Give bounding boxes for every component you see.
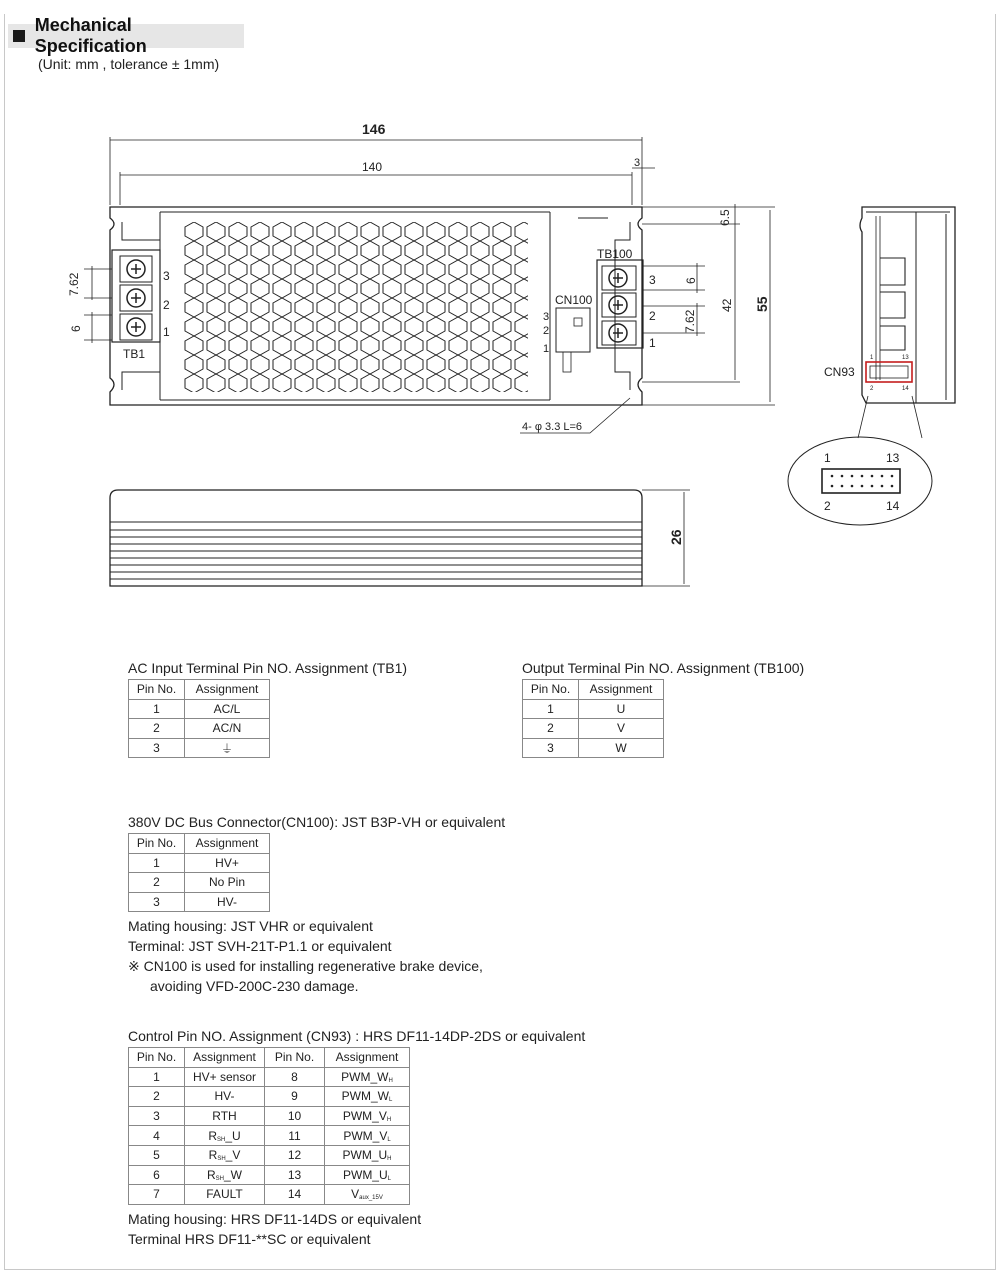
table-cell: PWM_UH bbox=[325, 1145, 410, 1165]
dim-26: 26 bbox=[668, 529, 684, 545]
table-cell: RSH_V bbox=[185, 1145, 265, 1165]
cn93-small-pin-2: 2 bbox=[870, 386, 874, 392]
table-row bbox=[129, 1126, 410, 1146]
cn100-title: 380V DC Bus Connector(CN100): JST B3P-VH or equivalent bbox=[128, 814, 506, 830]
dim-6-left: 6 bbox=[69, 325, 83, 332]
table-row bbox=[523, 738, 664, 758]
tb100-pin-2: 2 bbox=[649, 309, 656, 323]
table-cell: PWM_WL bbox=[325, 1087, 410, 1107]
cn100-note-housing: Mating housing: JST VHR or equivalent bbox=[128, 918, 373, 934]
cn93-zoom-pin-14: 14 bbox=[886, 499, 900, 513]
table-row bbox=[129, 853, 270, 873]
table-row bbox=[129, 719, 270, 739]
cn93-zoom-pin-1: 1 bbox=[824, 451, 831, 465]
table-cell: 7 bbox=[129, 1185, 185, 1205]
cn93-zoom-circle bbox=[788, 437, 932, 525]
table-cell: 3 bbox=[129, 892, 185, 912]
tb1-screws bbox=[120, 256, 152, 340]
cn93-small-pin-14: 14 bbox=[902, 386, 909, 392]
cn100-table bbox=[128, 833, 270, 912]
table-cell: 2 bbox=[129, 719, 185, 739]
tb100-pin-1: 1 bbox=[649, 336, 656, 350]
cn93-zoom-pin-2: 2 bbox=[824, 499, 831, 513]
table-cell: HV- bbox=[185, 892, 270, 912]
table-row bbox=[129, 892, 270, 912]
table-cell: 3 bbox=[523, 738, 579, 758]
tb100-screws bbox=[602, 266, 636, 345]
ground-icon: ⏚ bbox=[185, 738, 270, 758]
table-cell: No Pin bbox=[185, 873, 270, 893]
tb100-table bbox=[522, 679, 664, 758]
dim-42: 42 bbox=[720, 298, 734, 312]
dim-140: 140 bbox=[362, 160, 383, 174]
table-cell: 9 bbox=[265, 1087, 325, 1107]
cn93-highlight bbox=[866, 362, 912, 382]
tb1-title: AC Input Terminal Pin NO. Assignment (TB1) bbox=[128, 660, 408, 676]
table-row bbox=[523, 719, 664, 739]
cn93-title: Control Pin NO. Assignment (CN93) : HRS DF11-14DP-2DS or equivalent bbox=[128, 1028, 586, 1044]
table-cell: HV+ bbox=[185, 853, 270, 873]
tb100-header-assignment: Assignment bbox=[579, 680, 664, 700]
table-cell: 5 bbox=[129, 1145, 185, 1165]
front-view bbox=[110, 490, 690, 586]
table-row bbox=[129, 1185, 410, 1205]
table-row bbox=[523, 699, 664, 719]
tb1-pin-1: 1 bbox=[163, 325, 170, 339]
cn100-note-vfd: avoiding VFD-200C-230 damage. bbox=[150, 978, 359, 994]
cn93-zoom-connector bbox=[822, 469, 900, 493]
table-cell: 6 bbox=[129, 1165, 185, 1185]
tb100-label: TB100 bbox=[597, 247, 633, 261]
cn100-header-pin: Pin No. bbox=[129, 834, 185, 854]
table-cell: 2 bbox=[129, 1087, 185, 1107]
tb100-title: Output Terminal Pin NO. Assignment (TB100) bbox=[522, 660, 805, 676]
tb100-header-pin: Pin No. bbox=[523, 680, 579, 700]
table-cell: PWM_VL bbox=[325, 1126, 410, 1146]
table-cell: 1 bbox=[129, 1067, 185, 1087]
table-cell: PWM_WH bbox=[325, 1067, 410, 1087]
table-row bbox=[129, 699, 270, 719]
cn93-label: CN93 bbox=[824, 365, 855, 379]
dim-3: 3 bbox=[634, 157, 641, 169]
mechanical-drawing bbox=[0, 0, 1000, 620]
table-cell: 1 bbox=[129, 699, 185, 719]
vent-hex-grid bbox=[183, 222, 528, 392]
dim-146: 146 bbox=[362, 121, 386, 137]
cn93-small-pin-1: 1 bbox=[870, 355, 874, 361]
table-cell: 4 bbox=[129, 1126, 185, 1146]
mount-hole-label: 4- φ 3.3 L=6 bbox=[522, 421, 583, 433]
table-cell: FAULT bbox=[185, 1185, 265, 1205]
table-cell: RSH_U bbox=[185, 1126, 265, 1146]
cn93-header-assignment-2: Assignment bbox=[325, 1048, 410, 1068]
table-cell: RTH bbox=[185, 1106, 265, 1126]
table-row bbox=[129, 1165, 410, 1185]
cn100-label: CN100 bbox=[555, 293, 593, 307]
cn100-header-assignment: Assignment bbox=[185, 834, 270, 854]
cn93-note-terminal: Terminal HRS DF11-**SC or equivalent bbox=[128, 1231, 371, 1247]
page-title: Mechanical Specification bbox=[34, 15, 147, 56]
dim-6-5: 6.5 bbox=[718, 209, 732, 226]
table-cell: U bbox=[579, 699, 664, 719]
table-cell: 2 bbox=[523, 719, 579, 739]
table-cell: 14 bbox=[265, 1185, 325, 1205]
table-row bbox=[129, 873, 270, 893]
tb1-table bbox=[128, 679, 270, 758]
table-cell: HV- bbox=[185, 1087, 265, 1107]
top-dimensions bbox=[110, 121, 655, 205]
cn93-header-pin-2: Pin No. bbox=[265, 1048, 325, 1068]
table-cell: 3 bbox=[129, 1106, 185, 1126]
table-cell: V bbox=[579, 719, 664, 739]
table-cell: RSH_W bbox=[185, 1165, 265, 1185]
table-cell: 13 bbox=[265, 1165, 325, 1185]
tb1-pin-3: 3 bbox=[163, 269, 170, 283]
table-cell: W bbox=[579, 738, 664, 758]
cn93-header-pin-1: Pin No. bbox=[129, 1048, 185, 1068]
table-cell: Vaux_15V bbox=[325, 1185, 410, 1205]
cn100-connector bbox=[556, 308, 590, 352]
tb1-header-pin: Pin No. bbox=[129, 680, 185, 700]
table-cell: 1 bbox=[129, 853, 185, 873]
cn93-table bbox=[128, 1047, 410, 1205]
table-cell: 10 bbox=[265, 1106, 325, 1126]
table-cell: 11 bbox=[265, 1126, 325, 1146]
tb100-pin-3: 3 bbox=[649, 273, 656, 287]
table-cell: AC/L bbox=[185, 699, 270, 719]
dim-6-right: 6 bbox=[684, 277, 698, 284]
top-view bbox=[67, 204, 775, 433]
tb1-label: TB1 bbox=[123, 347, 146, 361]
table-cell: 12 bbox=[265, 1145, 325, 1165]
table-cell: AC/N bbox=[185, 719, 270, 739]
side-view bbox=[788, 207, 955, 525]
table-cell: PWM_VH bbox=[325, 1106, 410, 1126]
table-row bbox=[129, 1145, 410, 1165]
dim-7-62-left: 7.62 bbox=[67, 272, 81, 296]
cn100-pin-2: 2 bbox=[543, 325, 550, 337]
cn100-pin-3: 3 bbox=[543, 311, 550, 323]
cn93-header-assignment-1: Assignment bbox=[185, 1048, 265, 1068]
cn100-note-regen: ※ CN100 is used for installing regenerative brake device, bbox=[128, 958, 483, 974]
dim-55: 55 bbox=[754, 296, 770, 312]
cn93-note-housing: Mating housing: HRS DF11-14DS or equivalent bbox=[128, 1211, 422, 1227]
tb1-header-assignment: Assignment bbox=[185, 680, 270, 700]
table-cell: 8 bbox=[265, 1067, 325, 1087]
table-cell: PWM_UL bbox=[325, 1165, 410, 1185]
cn93-zoom-pin-13: 13 bbox=[886, 451, 900, 465]
table-row bbox=[129, 1106, 410, 1126]
cn100-note-terminal: Terminal: JST SVH-21T-P1.1 or equivalent bbox=[128, 938, 392, 954]
table-row bbox=[129, 738, 270, 758]
table-row bbox=[129, 1087, 410, 1107]
table-cell: 1 bbox=[523, 699, 579, 719]
cn100-pin-1: 1 bbox=[543, 343, 550, 355]
table-cell: 3 bbox=[129, 738, 185, 758]
table-cell: 2 bbox=[129, 873, 185, 893]
table-row bbox=[129, 1067, 410, 1087]
cn93-small-pin-13: 13 bbox=[902, 355, 909, 361]
table-cell: HV+ sensor bbox=[185, 1067, 265, 1087]
dim-7-62-right: 7.62 bbox=[683, 309, 697, 333]
unit-note: (Unit: mm , tolerance ± 1mm) bbox=[38, 56, 220, 72]
tb1-pin-2: 2 bbox=[163, 298, 170, 312]
